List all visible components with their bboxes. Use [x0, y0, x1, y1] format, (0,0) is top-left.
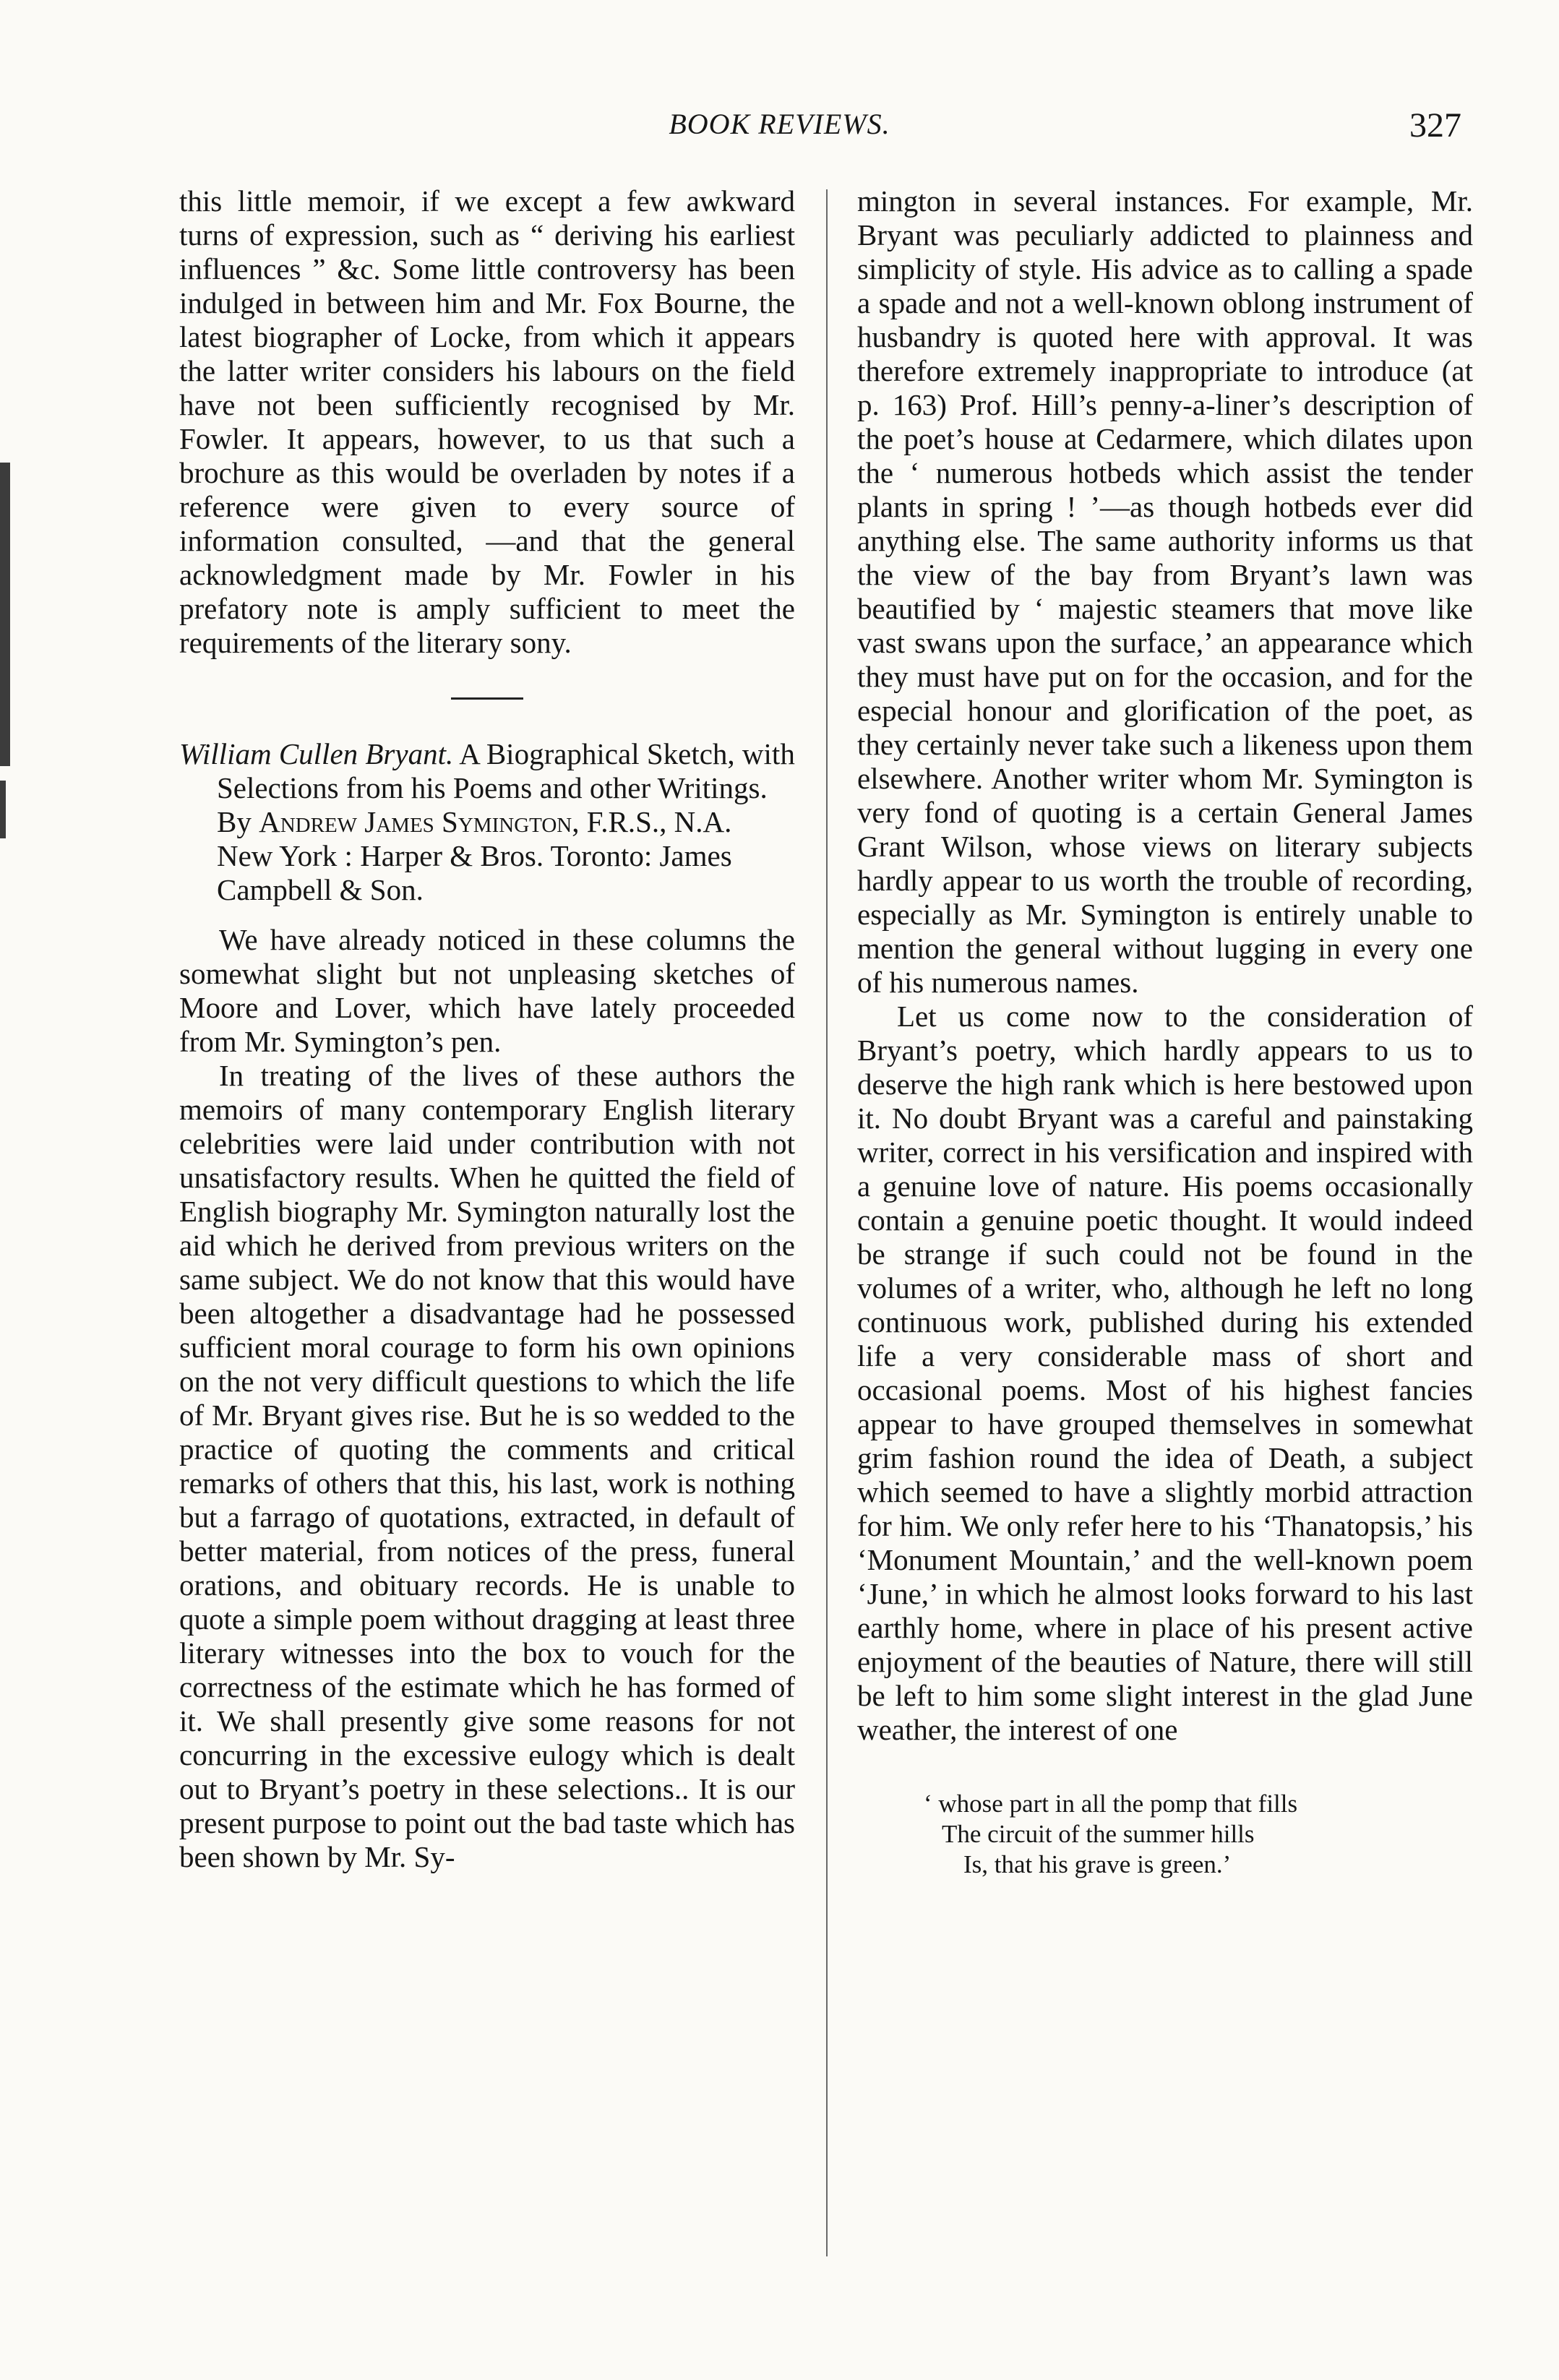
- section-separator: [451, 697, 523, 700]
- poem-line: The circuit of the summer hills: [942, 1820, 1255, 1848]
- left-paragraph-3: In treating of the lives of these authors the memoirs of many contemporary English literary celebrities were laid under contribution with not unsatisfactory results. When he quitted the field of English biography Mr. Symington naturally lost the aid which he derived from previous writers on the same subject. We do not know that this would have been altogether a disadvantage had he possessed sufficient moral courage to form his own opinions on the not very difficult questions to which the life of Mr. Bryant gives rise. But he is so wedded to the practice of quoting the comments and critical remarks of others that this, his last, work is nothing but a farrago of quotations, extracted, in default of better material, from notices of the press, funeral orations, and obituary records. He is unable to quote a simple poem without dragging at least three literary witnesses into the box to vouch for the correctness of the estimate which he has formed of it. We shall presently give some reasons for not concurring in the excessive eulogy which is dealt out to Bryant’s poetry in these selections.. It is our present purpose to point out the bad taste which has been shown by Mr. Sy-: [179, 1059, 795, 1873]
- right-column: [857, 184, 1473, 1880]
- poem-quote: [924, 1789, 1473, 1880]
- poem-line: ‘ whose part in all the pomp that fills: [924, 1790, 1298, 1818]
- left-paragraph-2: We have already noticed in these columns the somewhat slight but not unpleasing sketches of Moore and Lover, which have lately proceeded from Mr. Symington’s pen.: [179, 923, 795, 1058]
- page-number: 327: [1409, 106, 1461, 145]
- book-publisher: New York : Harper & Bros. Toronto: James Campbell & Son.: [217, 839, 732, 906]
- binding-mark: [0, 781, 6, 838]
- left-paragraph-1: this little memoir, if we except a few awkward turns of expression, such as “ deriving his earliest influences ” &c. Some little controversy has been indulged in between him and Mr. Fox Bourne, the latest biographer of Locke, from which it appears the latter writer considers his labours on the field have not been sufficiently recognised by Mr. Fowler. It appears, however, to us that such a brochure as this would be overladen by notes if a reference were given to every source of information consulted, —and that the general acknowledgment made by Mr. Fowler in his prefatory note is amply sufficient to meet the requirements of the literary sony.: [179, 184, 795, 659]
- book-description: A Biographical Sketch, with Selections from his Poems and other Writings. By: [217, 737, 795, 838]
- poem-line: Is, that his grave is green.’: [963, 1850, 1232, 1878]
- right-paragraph-1: mington in several instances. For example, Mr. Bryant was peculiarly addicted to plainness and simplicity of style. His advice as to calling a spade a spade and not a well-known oblong instrument of husbandry is quoted here with approval. It was therefore extremely inappropriate to introduce (at p. 163) Prof. Hill’s penny-a-liner’s description of the poet’s house at Cedarmere, which dilates upon the ‘ numerous hotbeds which assist the tender plants in spring ! ’—as though hotbeds ever did anything else. The same authority informs us that the view of the bay from Bryant’s lawn was beautified by ‘ majestic steamers that move like vast swans upon the surface,’ an appearance which they must have put on for the occasion, and for the especial honour and glorification of the poet, as they certainly never take such a likeness upon them elsewhere. Another writer whom Mr. Symington is very fond of quoting is a certain General James Grant Wilson, whose views on literary subjects hardly appear to us worth the trouble of recording, especially as Mr. Symington is entirely unable to mention the general without lugging in every one of his numerous names.: [857, 184, 1473, 999]
- book-title: William Cullen Bryant.: [179, 737, 454, 770]
- right-paragraph-2: Let us come now to the consideration of Bryant’s poetry, which hardly appears to us to deserve the high rank which is here bestowed upon it. No doubt Bryant was a careful and painstaking writer, correct in his versification and inspired with a genuine love of nature. His poems occasionally contain a genuine poetic thought. It would indeed be strange if such could not be found in the volumes of a writer, who, although he left no long continuous work, published during his extended life a very considerable mass of short and occasional poems. Most of his highest fancies appear to have grouped themselves in somewhat grim fashion round the idea of Death, a subject which seemed to have a slightly morbid attraction for him. We only refer here to his ‘Thanatopsis,’ his ‘Monument Mountain,’ and the well-known poem ‘June,’ in which he almost looks forward to his last earthly home, where in place of his present active enjoyment of the beauties of Nature, there will still be left to him some slight interest in the glad June weather, the interest of one: [857, 1000, 1473, 1746]
- left-column: [179, 184, 795, 1874]
- page-header-title: BOOK REVIEWS.: [669, 108, 890, 140]
- column-rule: [826, 189, 828, 2256]
- book-author: Andrew James Symington, F.R.S., N.A.: [259, 805, 732, 838]
- book-heading: [179, 737, 795, 907]
- binding-mark: [0, 463, 10, 766]
